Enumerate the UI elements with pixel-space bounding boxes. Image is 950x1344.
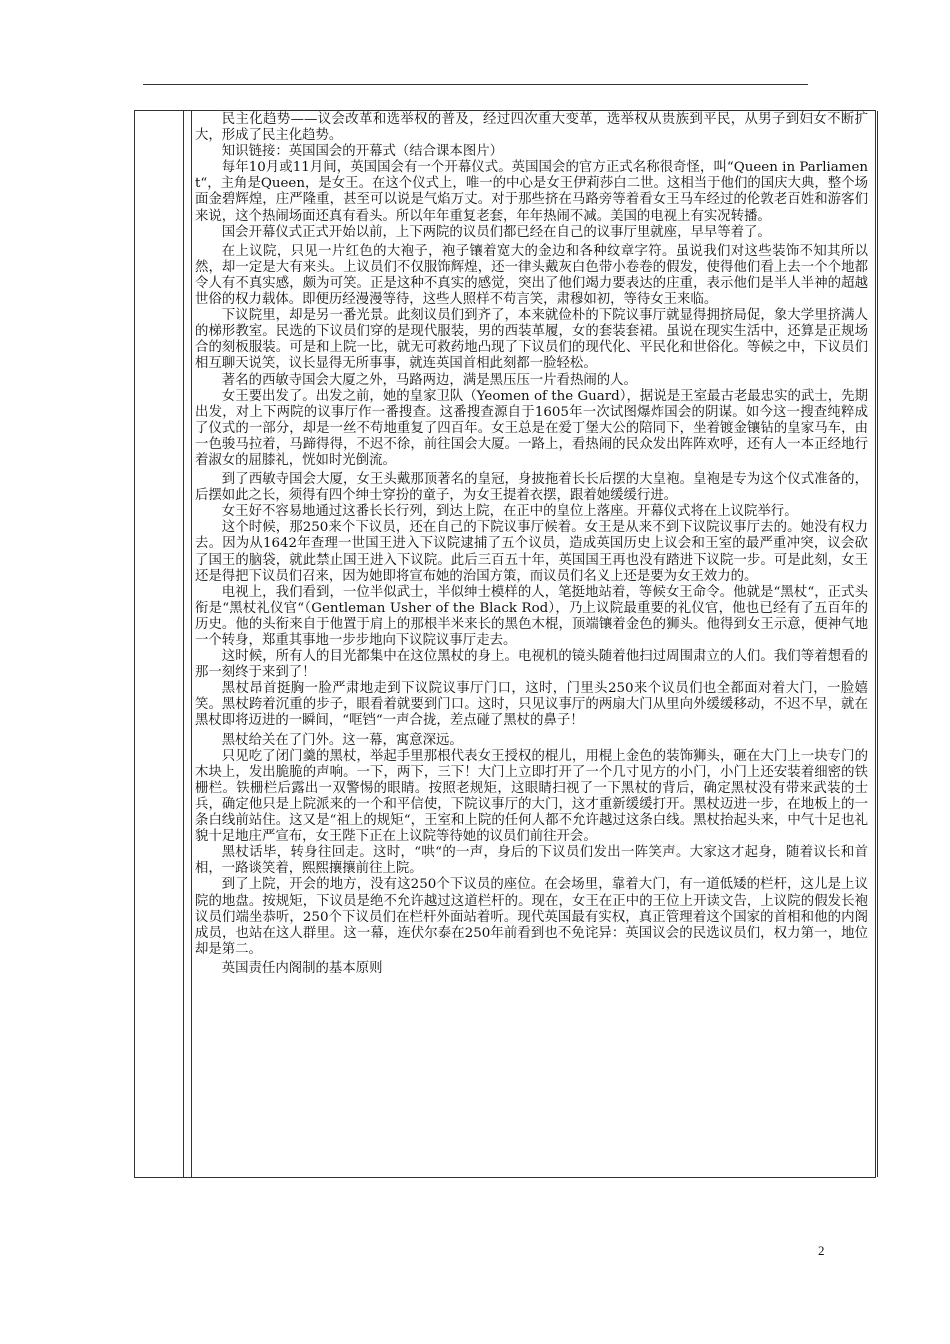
- paragraph: 英国责任内阁制的基本原则: [221, 960, 383, 976]
- paragraph: 下议院里，却是另一番光景。此刻议员们到齐了，本来就俭朴的下院议事厅就显得拥挤局促，象大学里挤满人的梯形教室。民选的下议员们穿的是现代服装，男的西装革履，女的套装套裙。虽说在现实生活中，还算是正规场合的刻板服装。可是和上院一比，就无可救药地凸现了下议员们的现代化、平民化和世俗化。等候之中，下议员们相互聊天说笑，议长显得无所事事，就连英国首相此刻都一脸轻松。: [195, 308, 868, 372]
- paragraph: 到了上院，开会的地方，没有这250个下议员的座位。在会场里，靠着大门，有一道低矮的栏杆，这儿是上议院的地盘。按规矩，下议员是绝不允许越过这道栏杆的。现在，女王在正中的王位上开读文告，上议院的假发长袍议员们端坐恭听，250个下议员们在栏杆外面站着听。现代英国最有实权，真正管理着这个国家的首相和他的内阁成员，也站在这人群里。这一幕，连伏尔泰在250年前看到也不免诧异：英国议会的民选议员们，权力第一，地位却是第二。: [195, 877, 868, 957]
- paragraph: 女王要出发了。出发之前，她的皇家卫队（Yeomen of the Guard），据说是王室最古老最忠实的武士，先期出发，对上下两院的议事厅作一番搜查。这番搜查源自于1605年一次试图爆炸国会的阴谋。如今这一搜查纯粹成了仪式的一部分，却是一丝不苟地重复了四百年。女王总是在爱丁堡大公的陪同下，坐着镀金镶钻的皇家马车，由一色骏马拉着，马蹄得得，不迟不徐，前往国会大厦。一路上，看热闹的民众发出阵阵欢呼，还有人一本正经地行着淑女的屈膝礼，恍如时光倒流。: [195, 388, 868, 468]
- paragraph: 黑杖给关在了门外。这一幕，寓意深远。: [221, 732, 463, 748]
- paragraph: 黑杖昂首挺胸一脸严肃地走到下议院议事厅门口，这时，门里头250来个议员们也全都面对着大门，一脸嬉笑。黑杖跨着沉重的步子，眼看着就要到门口。这时，只见议事厅的两扇大门从里向外缓缓移动，不迟不早，就在黑杖即将迈进的一瞬间，“哐铛“一声合拢，差点碰了黑杖的鼻子！: [195, 681, 868, 729]
- column-divider-3: [877, 111, 878, 1177]
- paragraph: 只见吃了闭门羹的黑杖，举起手里那根代表女王授权的棍儿，用棍上金色的装饰狮头，砸在大门上一块专门的木块上，发出脆脆的声响。一下，两下，三下！大门上立即打开了一个几寸见方的小门，小门上还安装着细密的铁栅栏。铁栅栏后露出一双警惕的眼睛。按照老规矩，这眼睛扫视了一下黑杖的背后，确定黑杖没有带来武装的士兵，确定他只是上院派来的一个和平信使，下院议事厅的大门，这才重新缓缓打开。黑杖迈进一步，在地板上的一条白线前站住。这又是“祖上的规矩“，王室和上院的任何人都不允许越过这条白线。黑杖抬起头来，中气十足也礼貌十足地庄严宣布，女王陛下正在上议院等待她的议员们前往开会。: [195, 748, 868, 845]
- paragraph: 这个时候，那250来个下议员，还在自己的下院议事厅候着。女王是从来不到下议院议事厅去的。她没有权力去。因为从1642年查理一世国王进入下议院逮捕了五个议员，造成英国历史上议会和王室的最严重冲突，议会砍了国王的脑袋，就此禁止国王进入下议院。此后三百五十年，英国国王再也没有踏进下议院一步。可是此刻，女王还是得把下议员们召来，因为她即将宣布她的治国方策，而议员们名义上还是要为女王效力的。: [195, 520, 868, 584]
- paragraph: 知识链接：英国国会的开幕式（结合课本图片）: [221, 144, 503, 160]
- header-rule: [143, 84, 808, 85]
- paragraph: 著名的西敏寺国会大厦之外，马路两边，满是黑压压一片看热闹的人。: [221, 372, 637, 388]
- paragraph: 民主化趋势——议会改革和选举权的普及，经过四次重大变革，选举权从贵族到平民，从男子到妇女不断扩大，形成了民主化趋势。: [195, 112, 868, 144]
- paragraph: 黑杖话毕，转身往回走。这时，“哄“的一声，身后的下议员们发出一阵笑声。大家这才起身，随着议长和首相，一路谈笑着，熙熙攘攘前往上院。: [195, 845, 868, 877]
- paragraph: 电视上，我们看到，一位半似武士，半似绅士模样的人，笔挺地站着，等候女王命令。他就是“黑杖“，正式头衔是“黑杖礼仪官“（Gentleman Usher of the Black Rod），乃上议院最重要的礼仪官，他也已经有了五百年的历史。他的头衔来自于他置于肩上的那根半米来长的黑色木棍，顶端镶着金色的狮头。他得到女王示意，便神气地一个转身，郑重其事地一步步地向下议院议事厅走去。: [195, 584, 868, 648]
- column-divider-1: [183, 111, 184, 1177]
- paragraph: 国会开幕仪式正式开始以前，上下两院的议员们都已经在自己的议事厅里就座，早早等着了。: [221, 224, 771, 240]
- page-number: 2: [818, 1243, 825, 1258]
- content-column: [195, 112, 868, 977]
- paragraph: 到了西敏寺国会大厦，女王头戴那顶著名的皇冠，身披拖着长长后摆的大皇袍。皇袍是专为这个仪式准备的，后摆如此之长，须得有四个绅士穿扮的童子，为女王提着衣摆，跟着她缓缓行进。: [195, 472, 868, 504]
- paragraph: 每年10月或11月间，英国国会有一个开幕仪式。英国国会的官方正式名称很奇怪，叫“Queen in Parliament“，主角是Queen，是女王。在这个仪式上，唯一的中心是女王伊莉莎白二世。这相当于他们的国庆大典，整个场面金碧辉煌，庄严隆重，甚至可以说是气焰万丈。对于那些挤在马路旁等着看女王马车经过的伦敦老百姓和游客们来说，这个热闹场面还真有看头。所以年年重复老套，年年热闹不减。美国的电视上有实况转播。: [195, 160, 868, 224]
- paragraph: 女王好不容易地通过这番长长行列，到达上院，在正中的皇位上落座。开幕仪式将在上议院举行。: [221, 504, 798, 520]
- paragraph: 这时候，所有人的目光都集中在这位黑杖的身上。电视机的镜头随着他扫过周围肃立的人们。我们等着想看的那一刻终于来到了！: [195, 649, 868, 681]
- column-divider-2: [191, 111, 192, 1177]
- paragraph: 在上议院，只见一片红色的大袍子，袍子镶着宽大的金边和各种纹章字符。虽说我们对这些装饰不知其所以然，却一定是大有来头。上议员们不仅服饰辉煌，还一律头戴灰白色带小卷卷的假发，使得他们看上去一个个地都令人有不真实感，颇为可笑。正是这种不真实的感觉，突出了他们竭力要表达的庄重，表示他们是半人半神的超越世俗的权力载体。即便历经漫漫等待，这些人照样不苟言笑，肃穆如初，等待女王来临。: [195, 243, 868, 308]
